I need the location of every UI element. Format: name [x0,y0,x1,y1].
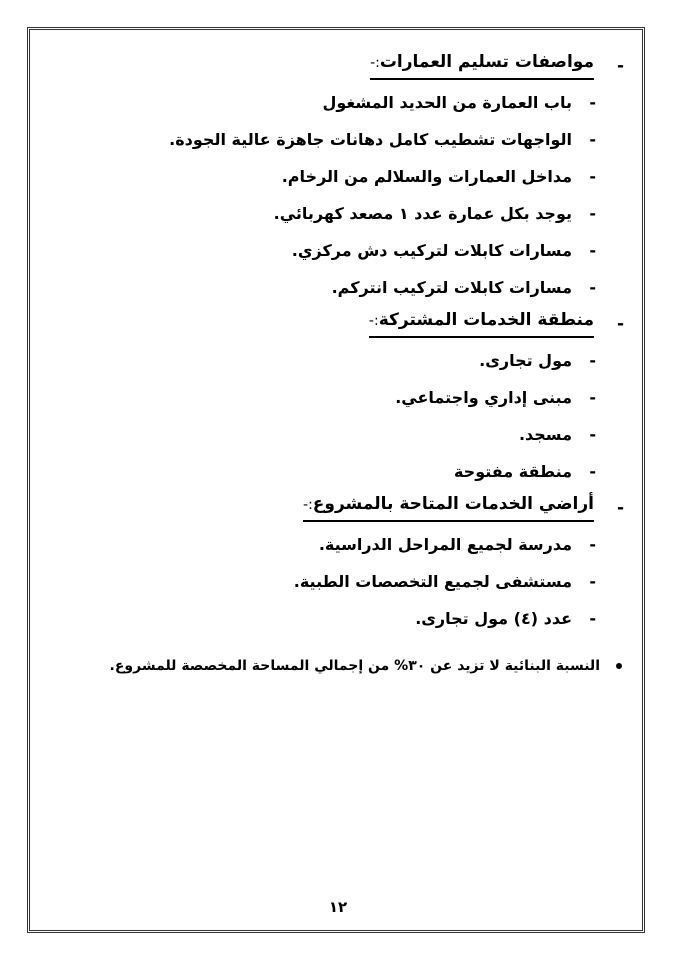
section-title: منطقة الخدمات المشتركة:- [369,306,594,338]
list-item: - مستشفى لجميع التخصصات الطبية. [293,572,596,591]
list-item: - مسارات كابلات لتركيب دش مركزي. [291,241,596,260]
list-item: - يوجد بكل عمارة عدد ١ مصعد كهربائي. [273,204,596,223]
list-item: - عدد (٤) مول تجارى. [415,609,596,628]
list-item: - الواجهات تشطيب كامل دهانات جاهزة عالية الجودة. [169,130,596,149]
section-heading-building-specs [64,48,624,84]
section-title: أراضي الخدمات المتاحة بالمشروع:- [303,490,594,522]
list-item: - مسارات كابلات لتركيب انتركم. [331,278,596,297]
section-dash: - [616,314,624,334]
list-item: - مسجد. [518,425,596,444]
list-item: - باب العمارة من الحديد المشغول [322,93,596,112]
section-dash: - [616,56,624,76]
list-item: - مداخل العمارات والسلالم من الرخام. [281,167,596,186]
section-heading-service-lands [64,490,624,526]
section-dash: - [616,498,624,518]
section-heading-shared-services [64,306,624,342]
list-item: - مبنى إداري واجتماعي. [395,388,596,407]
list-item: - منطقة مفتوحة [453,462,596,481]
page-number: ١٢ [328,898,348,916]
document-body [64,48,624,681]
bullet-icon [616,663,622,669]
list-item: - مدرسة لجميع المراحل الدراسية. [318,535,596,554]
building-ratio-note: النسبة البنائية لا تزيد عن ٣٠% من إجمالي المساحة المخصصة للمشروع. [64,651,624,681]
section-title: مواصفات تسليم العمارات:- [370,48,594,80]
list-item: - مول تجارى. [479,351,596,370]
